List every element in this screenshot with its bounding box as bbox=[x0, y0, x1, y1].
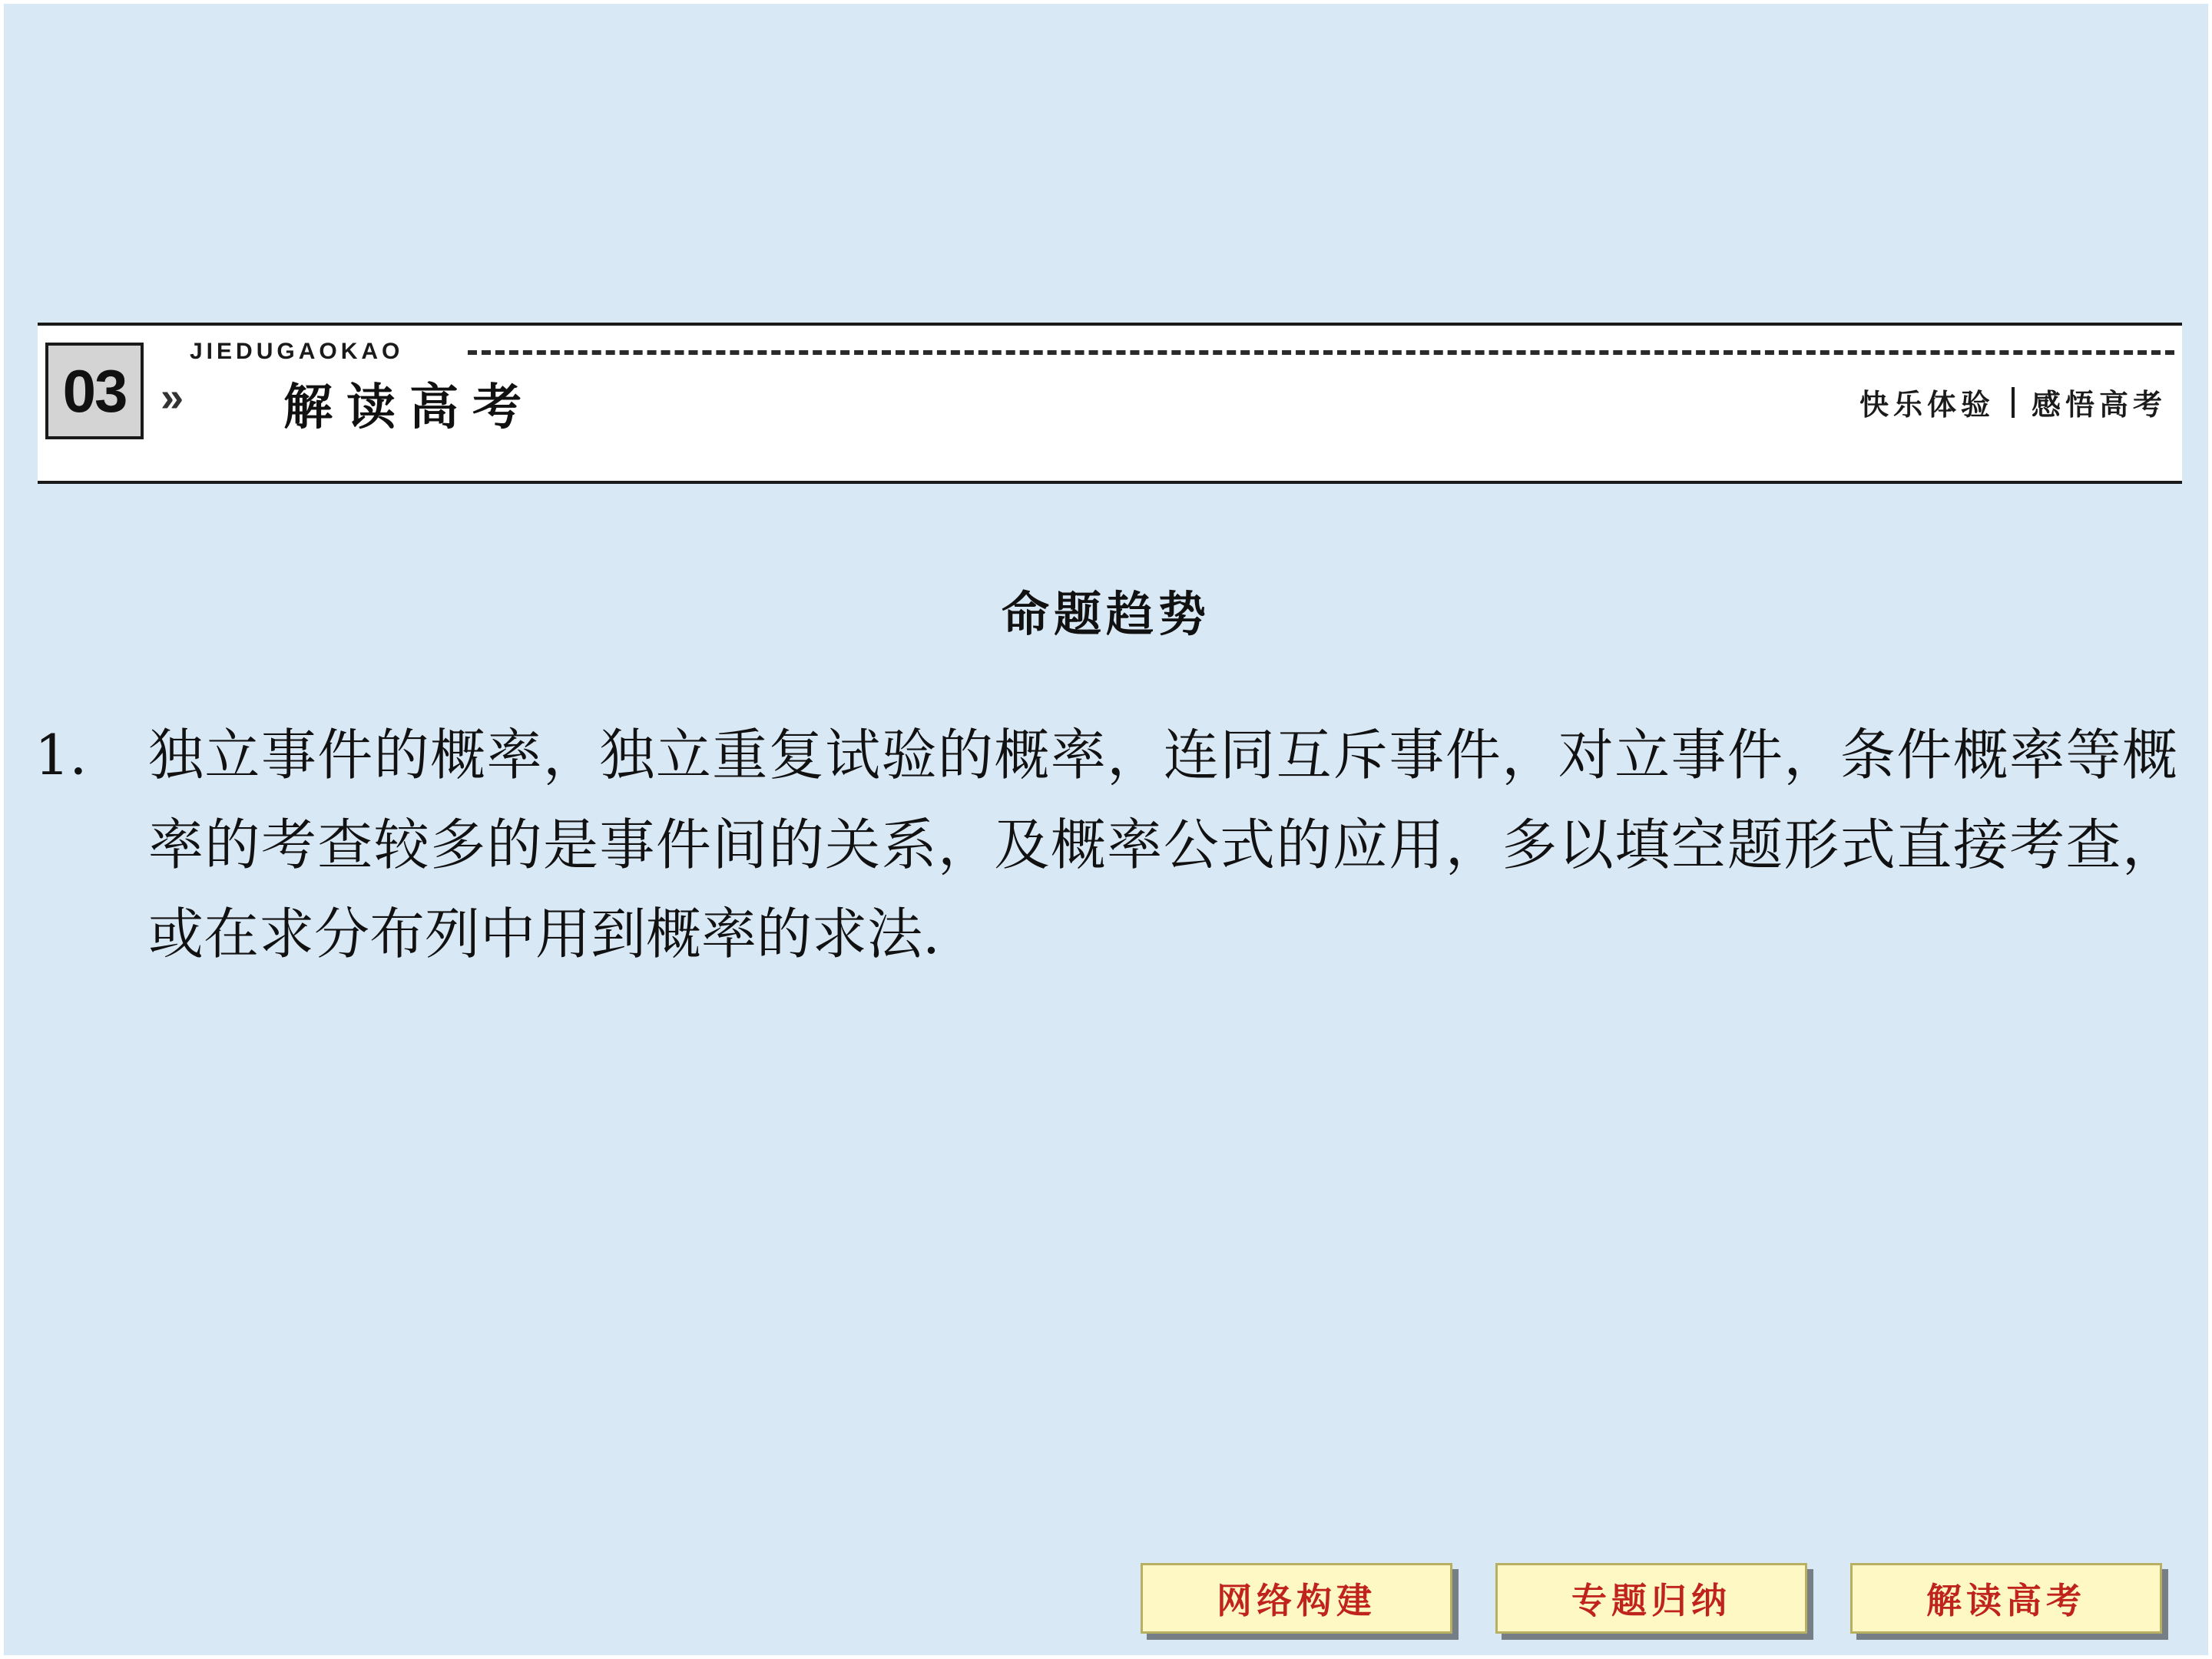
header-dashed-divider bbox=[468, 350, 2174, 355]
header-tagline-separator bbox=[2012, 387, 2015, 418]
nav-button-network[interactable]: 网络构建 bbox=[1141, 1563, 1452, 1634]
content-item-marker: 1． bbox=[35, 723, 125, 787]
section-title: 命题趋势 bbox=[1001, 586, 1210, 642]
header-inner bbox=[38, 326, 2182, 481]
slide-header bbox=[38, 323, 2182, 484]
section-number: 03 bbox=[62, 357, 127, 425]
header-tagline bbox=[1859, 381, 2167, 423]
header-tagline-right: 感悟高考 bbox=[2031, 389, 2167, 422]
nav-button-topic-summary[interactable]: 专题归纳 bbox=[1495, 1563, 1807, 1634]
chevron-right-icon: » bbox=[161, 374, 184, 420]
section-pinyin: JIEDUGAOKAO bbox=[190, 339, 404, 364]
content-item bbox=[35, 710, 2177, 979]
footer-nav bbox=[4, 1563, 2208, 1634]
header-bottom-rule bbox=[38, 481, 2182, 484]
nav-button-gaokao-interpretation[interactable]: 解读高考 bbox=[1850, 1563, 2162, 1634]
header-tagline-left: 快乐体验 bbox=[1859, 389, 1995, 422]
page-title: 解读高考 bbox=[283, 379, 535, 436]
content-item-text: 独立事件的概率，独立重复试验的概率，连同互斥事件，对立事件，条件概率等概率的考查较多的是事件间的关系，及概率公式的应用，多以填空题形式直接考查，或在求分布列中用到概率的求法. bbox=[148, 723, 2177, 967]
section-number-box bbox=[45, 343, 144, 439]
